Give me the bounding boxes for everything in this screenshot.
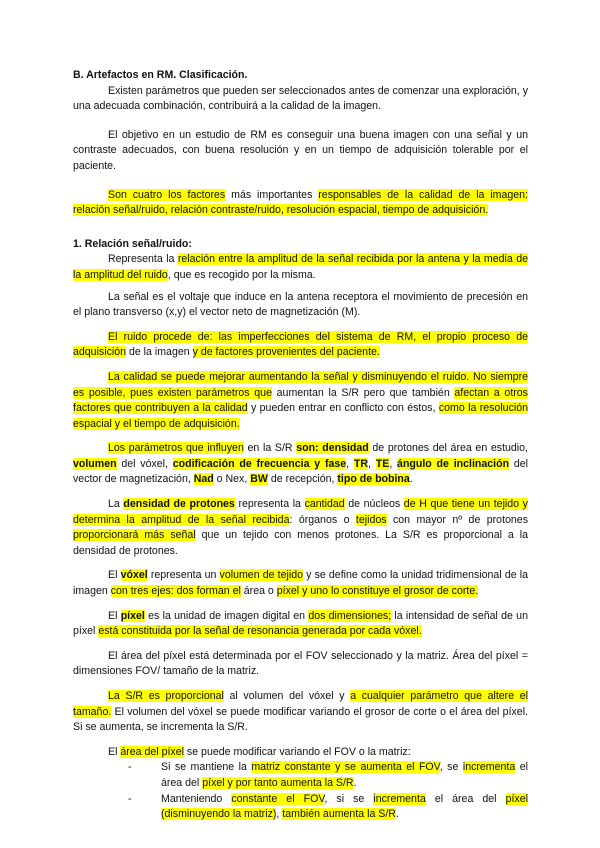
text: de la imagen	[126, 346, 193, 359]
text: El	[108, 609, 121, 622]
highlight: y de factores provenientes del paciente.	[192, 346, 380, 359]
highlight: como la resolución espacial y el tiempo de adquisición.	[73, 402, 529, 430]
highlight: a cualquier parámetro que altere el tamaño.	[73, 690, 528, 718]
text: y se define como la unidad tridimensional de la imagen	[73, 569, 528, 598]
text: ,	[276, 808, 283, 821]
text: de recepción,	[267, 473, 338, 486]
highlight: (disminuyendo la matriz)	[161, 808, 277, 821]
bullet-list	[73, 760, 528, 822]
highlight-bold: vóxel	[120, 569, 148, 582]
highlight-bold: Nad	[193, 473, 214, 486]
paragraph-represents	[73, 252, 528, 283]
paragraph-pixel	[73, 609, 528, 640]
text: representa la	[234, 498, 305, 511]
paragraph-signal: La señal es el voltaje que induce en la antena receptora el movimiento de precesión en el plano transverso (x,y) el vector neto de magnetización (M).	[73, 290, 528, 319]
text: representa un	[147, 569, 220, 582]
highlight: está constituida por la señal de resonancia generada por cada vóxel.	[98, 625, 422, 638]
highlight: píxel y uno lo constituye el grosor de corte.	[276, 585, 479, 598]
highlight-bold: TR	[353, 457, 369, 470]
highlight-bold: TE	[375, 457, 390, 470]
paragraph-proportional	[73, 689, 528, 736]
highlight: proporcionará más señal	[73, 529, 196, 542]
highlight: cantidad	[304, 498, 345, 511]
highlight: con tres ejes: dos forman el	[110, 585, 241, 598]
highlight: matriz constante y se aumenta el FOV	[251, 761, 440, 774]
text: Representa la	[108, 253, 178, 266]
text: con mayor nº de protones	[386, 513, 528, 526]
text: El	[108, 569, 121, 582]
highlight-bold: BW	[250, 473, 268, 486]
section-title: B. Artefactos en RM. Clasificación.	[73, 69, 248, 81]
text: el área del	[161, 761, 528, 789]
highlight: relación entre la amplitud de la señal recibida por la antena y la media de la amplitud del ruido	[73, 253, 528, 281]
paragraph-proton-density	[73, 497, 528, 559]
text: del área en estudio,	[429, 442, 528, 455]
heading-signal-noise: 1. Relación señal/ruido:	[73, 237, 192, 250]
text: o Nex,	[213, 473, 251, 486]
highlight-bold: volumen	[73, 457, 117, 470]
text: en la S/R	[243, 442, 297, 455]
highlight: responsables de la calidad de la imagen: relación señal/ruido, relación contraste/ruido, resolución espacial, tiempo de adquisición.	[73, 188, 528, 217]
highlight: afectan a otros factores que contribuyen a la calidad	[73, 386, 528, 415]
text: Manteniendo	[161, 792, 232, 805]
text: que un tejido con menos protones. La S/R es proporcional a la densidad de protones.	[73, 529, 528, 557]
highlight-bold: son: densidad	[296, 442, 369, 455]
text: se puede modificar variando el FOV o la matriz:	[183, 745, 411, 758]
highlight-bold: tipo de bobina	[337, 473, 410, 486]
text: área o	[240, 585, 277, 598]
paragraph-parameters	[73, 441, 528, 488]
document-page	[73, 68, 528, 823]
highlight-bold: ángulo de inclinación	[397, 457, 510, 470]
highlight: de H que tiene un tejido y determina la amplitud de la señal recibida	[73, 498, 528, 526]
text: de núcleos	[344, 498, 404, 511]
text: , se	[439, 761, 463, 774]
text: aumentan la S/R pero que también	[271, 386, 455, 399]
text: , si se	[324, 792, 374, 805]
text: , que es recogido por la misma.	[167, 268, 316, 281]
text: ,	[368, 457, 376, 470]
paragraph-quality	[73, 370, 528, 432]
text: más importantes	[225, 188, 319, 201]
text: ,	[389, 457, 398, 470]
highlight-bold: codificación de frecuencia y fase	[172, 457, 347, 470]
intro-paragraph-2: El objetivo en un estudio de RM es conseguir una buena imagen con una señal y un contraste adecuados, con buena resolución y en un tiempo de adquisición tolerable por el paciente.	[73, 128, 528, 172]
text: el área del	[425, 792, 506, 805]
text: Si se mantiene la	[161, 761, 252, 774]
text: de protones	[368, 442, 430, 455]
text: .	[395, 808, 399, 821]
dash-bullet: -	[128, 761, 132, 774]
paragraph-pixel-area: El área del píxel está determinada por el FOV seleccionado y la matriz. Área del píxel = dimensiones FOV/ tamaño de la matriz.	[73, 649, 528, 678]
list-item	[73, 760, 528, 791]
text: El volumen del vóxel se puede modificar variando el grosor de corte o el área del píxel. Si se aumenta, se incrementa la S/R.	[73, 705, 528, 734]
text: ,	[346, 457, 354, 470]
highlight: dos dimensiones;	[308, 609, 392, 622]
text: .	[409, 473, 413, 486]
text: del vóxel,	[116, 457, 173, 470]
highlight: píxel y por tanto aumenta la S/R	[202, 776, 354, 789]
highlight: área del píxel	[120, 745, 184, 758]
text: del vector de magnetización,	[73, 457, 528, 486]
highlight: incrementa	[373, 792, 426, 805]
highlight: La S/R es proporcional	[108, 690, 224, 702]
highlight: incrementa	[462, 761, 516, 774]
text: es la unidad de imagen digital en	[144, 609, 309, 622]
text: la intensidad de señal de un píxel	[73, 609, 528, 638]
text: al volumen del vóxel y	[223, 690, 351, 702]
text: La	[108, 498, 124, 511]
text: : órganos o	[289, 513, 356, 526]
highlight-bold: píxel	[120, 609, 145, 622]
highlight: también aumenta la S/R	[282, 808, 396, 821]
highlight-bold: densidad de protones	[123, 498, 235, 511]
highlight: tejidos	[355, 513, 387, 526]
highlight: constante el FOV	[231, 792, 325, 805]
highlight: volumen de tejido	[219, 569, 303, 582]
paragraph-voxel	[73, 568, 528, 599]
highlight: píxel	[505, 792, 528, 805]
text: y pueden entrar en conflicto con éstos,	[247, 402, 439, 415]
dash-bullet: -	[128, 792, 132, 805]
list-item	[73, 792, 528, 823]
highlight: El ruido procede de: las imperfecciones del sistema de RM, el propio proceso de adquisición	[73, 330, 528, 359]
intro-paragraph-3	[73, 188, 528, 219]
intro-paragraph-1: Existen parámetros que pueden ser seleccionados antes de comenzar una exploración, y una adecuada combinación, contribuirá a la calidad de la imagen.	[73, 84, 528, 113]
paragraph-area-modify	[73, 745, 528, 761]
highlight: La calidad se puede mejorar aumentando la señal y disminuyendo el ruido. No siempre es posible, pues existen parámetros que	[73, 370, 528, 399]
highlight: Son cuatro los factores	[108, 188, 226, 201]
paragraph-noise	[73, 330, 528, 361]
highlight: Los parámetros que influyen	[108, 442, 244, 455]
text: El	[108, 745, 121, 758]
text: .	[353, 776, 357, 789]
